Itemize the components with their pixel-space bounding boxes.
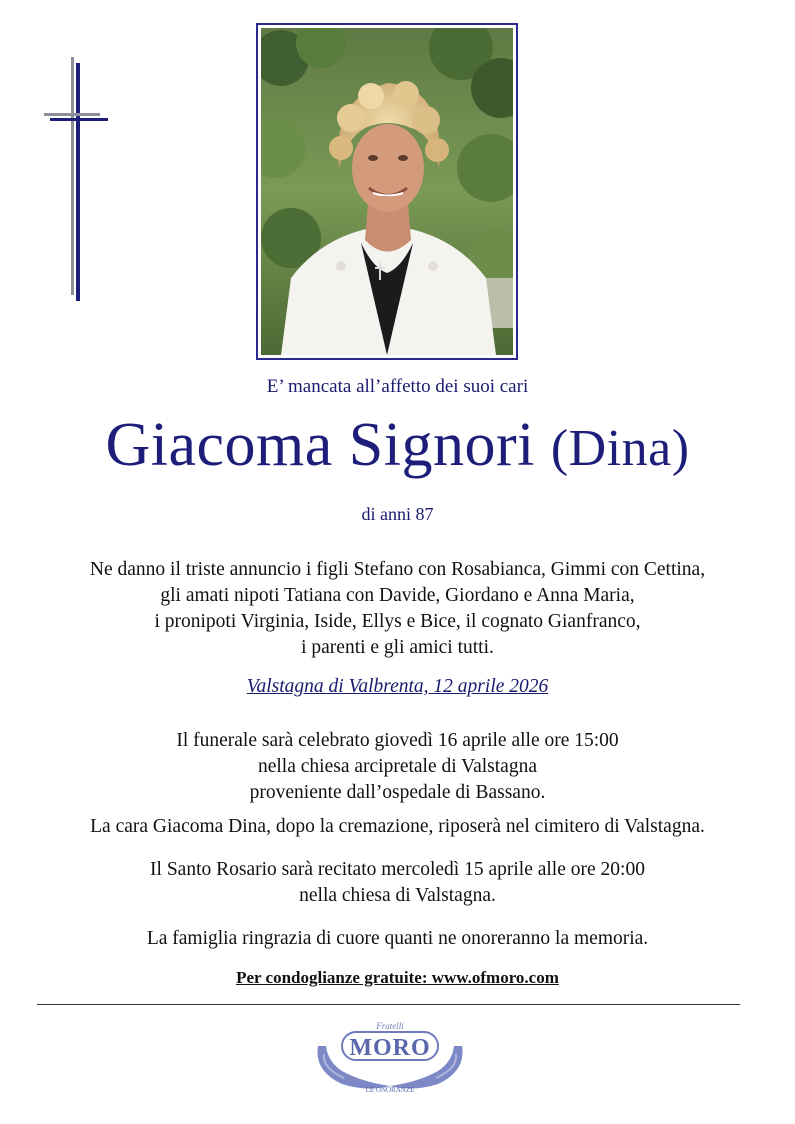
funeral-line: proveniente dall’ospedale di Bassano. — [249, 782, 546, 803]
thanks-text: La famiglia ringrazia di cuore quanti ne onoreranno la memoria. — [146, 928, 649, 949]
place-date — [0, 676, 795, 698]
moro-logo — [312, 1016, 468, 1096]
intro-text: E’ mancata all’affetto dei suoi cari — [266, 376, 529, 397]
condolence-link-text[interactable]: Per condoglianze gratuite: www.ofmoro.com — [236, 968, 559, 987]
cross-icon-vertical-gray — [71, 57, 74, 295]
funeral-line: Il funerale sarà celebrato giovedì 16 aprile alle ore 15:00 — [176, 730, 619, 751]
funeral-block — [0, 728, 795, 806]
cross-icon-horizontal-gray — [44, 113, 100, 116]
announcement-line: Ne danno il triste annuncio i figli Stefano con Rosabianca, Gimmi con Cettina, — [89, 559, 706, 580]
announcement-block — [0, 557, 795, 661]
rosary-line: nella chiesa di Valstagna. — [299, 885, 496, 906]
deceased-nickname: (Dina) — [550, 420, 690, 477]
logo-brand-text: MORO — [349, 1035, 431, 1061]
condolence-link[interactable] — [0, 968, 795, 988]
cremation-text: La cara Giacoma Dina, dopo la cremazione, riposerà nel cimitero di Valstagna. — [90, 816, 705, 837]
portrait-photo — [256, 23, 518, 360]
portrait-illustration — [261, 28, 513, 355]
cross-icon-horizontal-blue — [50, 118, 108, 121]
deceased-full-name: Giacoma Signori — [105, 411, 535, 479]
funeral-line: nella chiesa arcipretale di Valstagna — [257, 756, 537, 777]
rosary-line: Il Santo Rosario sarà recitato mercoledì 15 aprile alle ore 20:00 — [150, 859, 645, 880]
logo-top-text: Fratelli — [376, 1021, 404, 1031]
rosary-block — [0, 857, 795, 909]
cross-icon-vertical-blue — [76, 63, 80, 301]
divider — [37, 1004, 740, 1005]
age-text: di anni 87 — [361, 504, 434, 524]
announcement-line: gli amati nipoti Tatiana con Davide, Giordano e Anna Maria, — [160, 585, 635, 606]
logo-bottom-text: LE ONORANZE — [365, 1086, 415, 1094]
place-date-text: Valstagna di Valbrenta, 12 aprile 2026 — [246, 676, 549, 697]
announcement-line: i pronipoti Virginia, Iside, Ellys e Bice, il cognato Gianfranco, — [154, 611, 641, 632]
deceased-name — [0, 411, 795, 479]
announcement-line: i parenti e gli amici tutti. — [301, 637, 494, 658]
